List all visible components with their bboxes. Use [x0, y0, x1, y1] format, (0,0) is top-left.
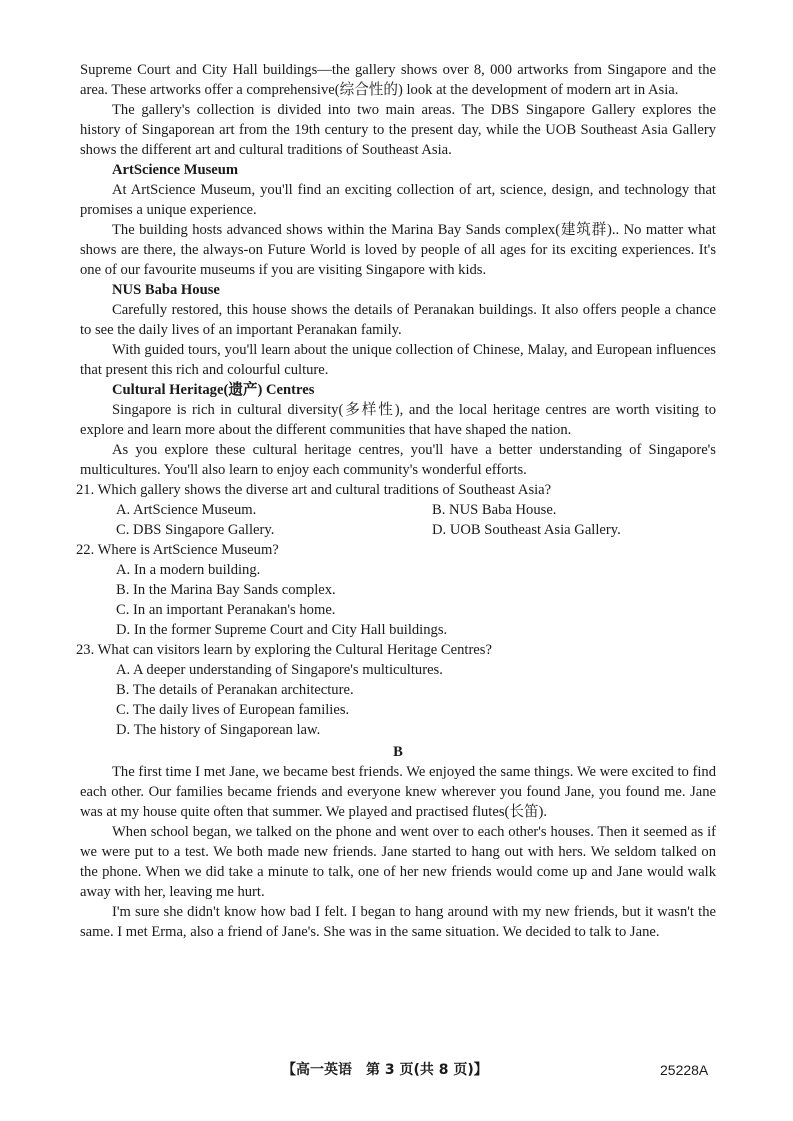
passage-paragraph: As you explore these cultural heritage centres, you'll have a better understanding of Singapore's multicultures. You'll also learn to enjoy each community's wonderful efforts. — [80, 442, 716, 478]
question-stem: 22. Where is ArtScience Museum? — [76, 542, 279, 558]
passage-paragraph: At ArtScience Museum, you'll find an exciting collection of art, science, design, and technology that promises a unique experience. — [80, 182, 716, 218]
subheading-heritage: Cultural Heritage(遗产) Centres — [112, 382, 315, 398]
passage-paragraph: Supreme Court and City Hall buildings—the gallery shows over 8, 000 artworks from Singapore and the area. These artworks offer a comprehensive(综合性的) look at the development of modern art in Asia. — [80, 62, 716, 98]
option-row — [80, 520, 716, 540]
question-22 — [76, 540, 716, 640]
option-b: B. In the Marina Bay Sands complex. — [116, 582, 336, 598]
exam-page — [76, 60, 716, 942]
subheading-baba-house: NUS Baba House — [112, 282, 220, 298]
option-d: D. UOB Southeast Asia Gallery. — [432, 522, 621, 538]
option-b: B. The details of Peranakan architecture. — [116, 682, 354, 698]
passage-paragraph: I'm sure she didn't know how bad I felt. I began to hang around with my new friends, but it wasn't the same. I met Erma, also a friend of Jane's. She was in the same situation. We decided to talk to Jane. — [80, 904, 716, 940]
paper-code: 25228A — [660, 1062, 709, 1078]
question-23 — [76, 640, 716, 740]
option-a: A. ArtScience Museum. — [116, 502, 257, 518]
question-stem: 23. What can visitors learn by exploring the Cultural Heritage Centres? — [76, 642, 492, 658]
option-c: C. The daily lives of European families. — [116, 702, 350, 718]
page-number-label: 【高一英语 第 3 页(共 8 页)】 — [282, 1062, 488, 1078]
option-c: C. In an important Peranakan's home. — [116, 602, 336, 618]
subheading-artscience: ArtScience Museum — [112, 162, 239, 178]
passage-paragraph: Singapore is rich in cultural diversity(多样性), and the local heritage centres are worth visiting to explore and learn more about the different communities that have shaped the nation. — [80, 402, 716, 438]
question-stem: 21. Which gallery shows the diverse art and cultural traditions of Southeast Asia? — [76, 482, 552, 498]
option-b: B. NUS Baba House. — [432, 502, 557, 518]
passage-paragraph: The gallery's collection is divided into two main areas. The DBS Singapore Gallery explores the history of Singaporean art from the 19th century to the present day, while the UOB Southeast Asia Gallery shows the different art and cultural traditions of Southeast Asia. — [80, 102, 716, 158]
question-21 — [76, 480, 716, 540]
option-a: A. In a modern building. — [116, 562, 261, 578]
passage-paragraph: With guided tours, you'll learn about the unique collection of Chinese, Malay, and European influences that present this rich and colourful culture. — [80, 342, 716, 378]
page-footer — [0, 1060, 793, 1084]
option-c: C. DBS Singapore Gallery. — [116, 522, 275, 538]
passage-paragraph: The first time I met Jane, we became best friends. We enjoyed the same things. We were excited to find each other. Our families became friends and everyone knew wherever you found Jane, you found me. Jane was at my house quite often that summer. We played and practised flutes(长笛). — [80, 764, 716, 820]
option-d: D. In the former Supreme Court and City Hall buildings. — [116, 622, 448, 638]
option-a: A. A deeper understanding of Singapore's multicultures. — [116, 662, 443, 678]
option-d: D. The history of Singaporean law. — [116, 722, 321, 738]
passage-paragraph: When school began, we talked on the phone and went over to each other's houses. Then it seemed as if we were put to a test. We both made new friends. Jane started to hang out with hers. We seldom talked on the phone. When we did take a minute to talk, one of her new friends would come up and Jane would walk away with her, leaving me hurt. — [80, 824, 716, 900]
section-label-b: B — [393, 744, 403, 760]
passage-paragraph: The building hosts advanced shows within the Marina Bay Sands complex(建筑群).. No matter what shows are there, the always-on Future World is loved by people of all ages for its exciting experiences. It's one of our favourite museums if you are visiting Singapore with kids. — [80, 222, 716, 278]
option-row — [80, 500, 716, 520]
passage-paragraph: Carefully restored, this house shows the details of Peranakan buildings. It also offers people a chance to see the daily lives of an important Peranakan family. — [80, 302, 716, 338]
